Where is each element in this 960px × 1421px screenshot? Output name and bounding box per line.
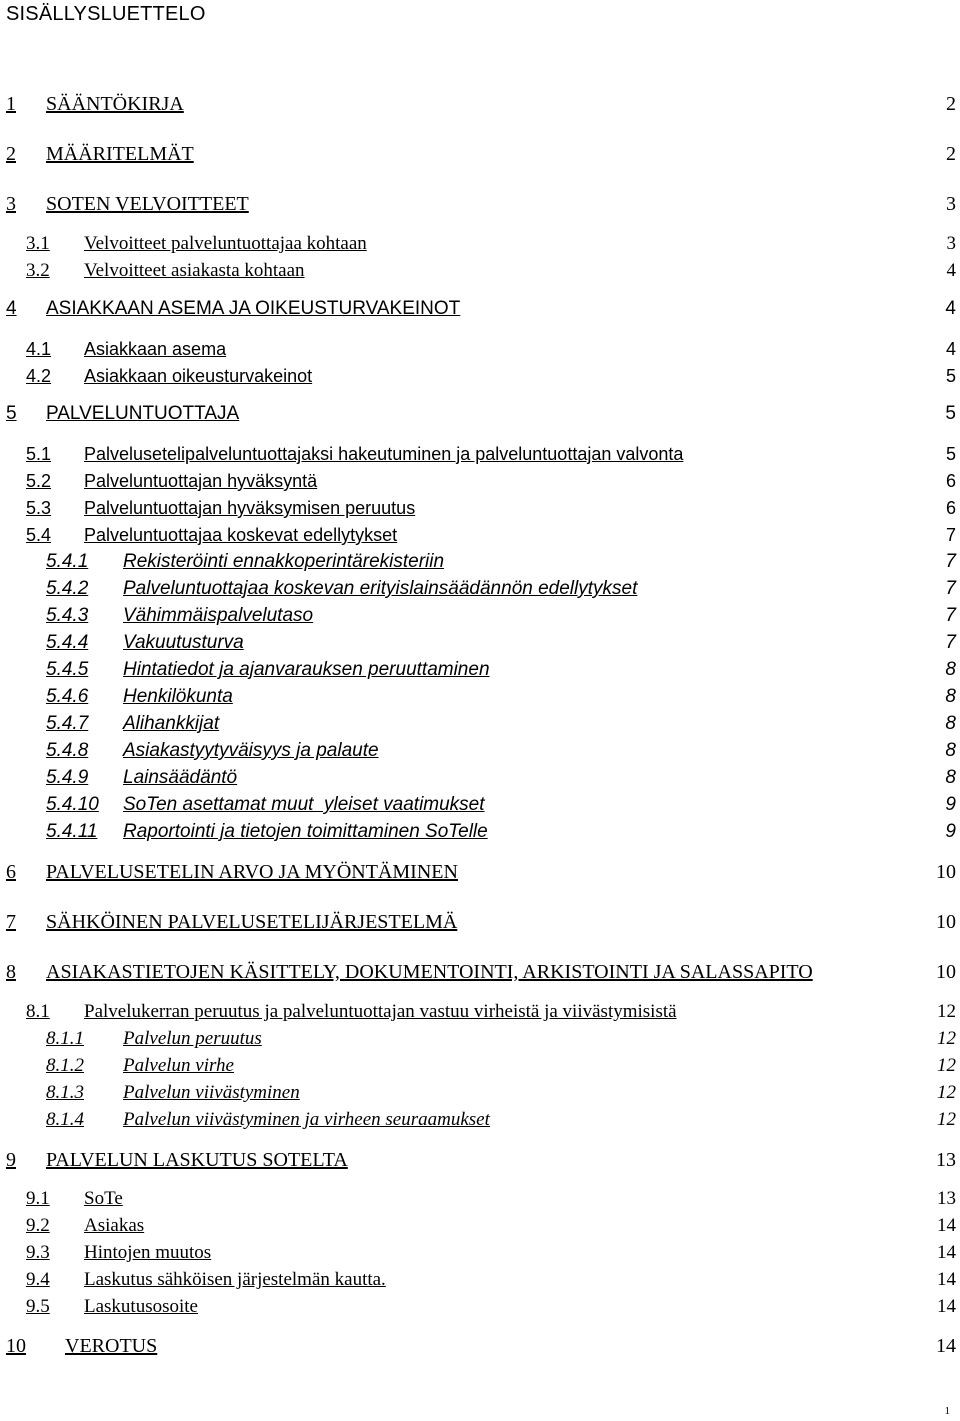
toc-entry-3-2[interactable] [0, 260, 960, 282]
toc-page-number: 14 [937, 1269, 956, 1290]
toc-page-number: 12 [937, 1055, 956, 1076]
page-title: SISÄLLYSLUETTELO [6, 3, 206, 25]
toc-title: Vakuutusturva [123, 632, 244, 653]
toc-number: 5.4.11 [46, 821, 98, 842]
toc-page-number: 4 [945, 339, 956, 359]
toc-title: Palvelun peruutus [123, 1028, 262, 1049]
toc-number: 4 [6, 298, 17, 319]
toc-entry-8-1-3[interactable] [0, 1082, 960, 1104]
toc-number: 5.4.10 [46, 794, 99, 815]
toc-title: Laskutus sähköisen järjestelmän kautta. [84, 1269, 386, 1290]
toc-entry-5-1[interactable] [0, 443, 960, 465]
toc-number: 5.3 [26, 498, 52, 518]
toc-entry-5-4-8[interactable] [0, 740, 960, 762]
toc-page-number: 7 [945, 632, 956, 653]
toc-title: Raportointi ja tietojen toimittaminen SoTelle [123, 821, 488, 842]
toc-number: 8 [6, 961, 16, 983]
toc-entry-5[interactable] [0, 401, 960, 427]
toc-page-number: 10 [936, 961, 956, 983]
toc-number: 5.4.7 [46, 713, 89, 734]
toc-page-number: 8 [945, 713, 956, 734]
toc-title: PALVELUSETELIN ARVO JA MYÖNTÄMINEN [46, 861, 458, 883]
toc-entry-3-1[interactable] [0, 233, 960, 255]
toc-number: 6 [6, 861, 16, 883]
toc-page-number: 6 [945, 498, 956, 518]
toc-entry-8-1-4[interactable] [0, 1109, 960, 1131]
toc-page-number: 6 [945, 471, 956, 491]
toc-entry-5-4-3[interactable] [0, 605, 960, 627]
toc-entry-5-4-10[interactable] [0, 794, 960, 816]
toc-page-number: 8 [945, 659, 956, 680]
toc-page-number: 9 [945, 794, 956, 815]
toc-number: 3 [6, 193, 16, 215]
toc-page-number: 3 [946, 193, 956, 215]
toc-title: SÄHKÖINEN PALVELUSETELIJÄRJESTELMÄ [46, 911, 458, 933]
toc-title: Rekisteröinti ennakkoperintärekisteriin [123, 551, 445, 572]
toc-page-number: 4 [945, 298, 956, 319]
toc-title: Palveluntuottajan hyväksyntä [84, 471, 318, 491]
toc-entry-4-2[interactable] [0, 365, 960, 387]
toc-title: Palvelun viivästyminen ja virheen seuraamukset [123, 1109, 490, 1130]
toc-number: 8.1.1 [46, 1028, 84, 1049]
toc-page-number: 12 [937, 1109, 956, 1130]
toc-number: 9.5 [26, 1296, 50, 1317]
toc-entry-5-4-2[interactable] [0, 578, 960, 600]
toc-number: 5.4.5 [46, 659, 89, 680]
toc-page-number: 4 [946, 260, 956, 281]
toc-page-number: 5 [945, 403, 956, 424]
toc-title: MÄÄRITELMÄT [46, 143, 194, 165]
toc-title: Asiakastyytyväisyys ja palaute [123, 740, 379, 761]
toc-title: Laskutusosoite [84, 1296, 198, 1317]
toc-page-number: 7 [945, 525, 956, 545]
toc-entry-5-4-7[interactable] [0, 713, 960, 735]
toc-page-number: 14 [936, 1335, 956, 1357]
toc-entry-5-4-5[interactable] [0, 659, 960, 681]
toc-entry-5-4-1[interactable] [0, 551, 960, 573]
toc-page-number: 14 [937, 1242, 956, 1263]
toc-page-number: 2 [946, 143, 956, 165]
toc-number: 5.4.1 [46, 551, 89, 572]
toc-title: Palveluntuottajaa koskevan erityislainsäädännön edellytykset [123, 578, 638, 599]
toc-number: 3.1 [26, 233, 50, 254]
toc-page-number: 8 [945, 686, 956, 707]
toc-number: 3.2 [26, 260, 50, 281]
toc-number: 8.1.3 [46, 1082, 84, 1103]
toc-number: 5.1 [26, 444, 52, 464]
toc-entry-6[interactable] [0, 859, 960, 885]
toc-number: 4.2 [26, 366, 52, 386]
toc-number: 5.4.6 [46, 686, 89, 707]
toc-page-number: 12 [937, 1082, 956, 1103]
toc-number: 5.4.4 [46, 632, 89, 653]
toc-page-number: 13 [936, 1149, 956, 1171]
toc-entry-4-1[interactable] [0, 338, 960, 360]
toc-number: 2 [6, 143, 16, 165]
toc-page-number: 7 [945, 578, 956, 599]
toc-entry-4[interactable] [0, 296, 960, 322]
toc-number: 9.1 [26, 1188, 50, 1209]
toc-entry-9-4[interactable] [0, 1269, 960, 1291]
toc-number: 8.1.2 [46, 1055, 84, 1076]
toc-title: Asiakkaan asema [84, 339, 227, 359]
toc-title: SoTen asettamat muut yleiset vaatimukset [123, 794, 485, 815]
toc-title: SOTEN VELVOITTEET [46, 193, 249, 215]
toc-title: Palvelun virhe [123, 1055, 234, 1076]
toc-number: 9.4 [26, 1269, 50, 1290]
toc-number: 8.1 [26, 1001, 50, 1022]
toc-title: Palvelun viivästyminen [123, 1082, 300, 1103]
toc-title: Asiakas [84, 1215, 145, 1236]
toc-title: Lainsäädäntö [123, 767, 238, 788]
toc-title: Hintatiedot ja ajanvarauksen peruuttaminen [123, 659, 490, 680]
toc-page-number: 12 [937, 1028, 956, 1049]
toc-entry-1[interactable] [0, 91, 960, 117]
toc-title: ASIAKASTIETOJEN KÄSITTELY, DOKUMENTOINTI, ARKISTOINTI JA SALASSAPITO [46, 961, 813, 983]
toc-title: Henkilökunta [123, 686, 233, 707]
toc-entry-2[interactable] [0, 141, 960, 167]
toc-page-number: 10 [936, 861, 956, 883]
page-number-footer: 1 [944, 1405, 950, 1417]
toc-number: 9 [6, 1149, 16, 1171]
toc-entry-9-3[interactable] [0, 1242, 960, 1264]
toc-number: 5.4.2 [46, 578, 89, 599]
toc-page-number: 12 [937, 1001, 956, 1022]
toc-page-number: 8 [945, 740, 956, 761]
toc-title: SoTe [84, 1188, 123, 1209]
toc-title: SÄÄNTÖKIRJA [46, 93, 184, 115]
toc-page-number: 7 [945, 551, 956, 572]
toc-entry-5-2[interactable] [0, 470, 960, 492]
toc-entry-5-4-9[interactable] [0, 767, 960, 789]
toc-title: Alihankkijat [123, 713, 220, 734]
toc-number: 9.3 [26, 1242, 50, 1263]
toc-title: Hintojen muutos [84, 1242, 212, 1263]
toc-entry-7[interactable] [0, 909, 960, 935]
toc-page-number: 2 [946, 93, 956, 115]
toc-number: 9.2 [26, 1215, 50, 1236]
toc-entry-10[interactable] [0, 1333, 960, 1359]
toc-title: Palvelukerran peruutus ja palveluntuottajan vastuu virheistä ja viivästymisistä [84, 1001, 677, 1022]
toc-page-number: 5 [945, 444, 956, 464]
toc-number: 5.4 [26, 525, 52, 545]
toc-entry-9-5[interactable] [0, 1296, 960, 1318]
toc-entry-5-4-11[interactable] [0, 821, 960, 843]
toc-number: 5.2 [26, 471, 52, 491]
toc-title: Velvoitteet palveluntuottajaa kohtaan [84, 233, 367, 254]
toc-page-number: 7 [945, 605, 956, 626]
toc-page-number: 5 [945, 366, 956, 386]
toc-entry-8-1-1[interactable] [0, 1028, 960, 1050]
toc-entry-9-1[interactable] [0, 1188, 960, 1210]
toc-page-number: 9 [945, 821, 956, 842]
toc-entry-5-3[interactable] [0, 497, 960, 519]
toc-number: 4.1 [26, 339, 52, 359]
toc-number: 10 [6, 1335, 26, 1357]
toc-entry-3[interactable] [0, 191, 960, 217]
toc-page-number: 3 [946, 233, 956, 254]
toc-entry-8-1[interactable] [0, 1001, 960, 1023]
toc-title: Asiakkaan oikeusturvakeinot [84, 366, 313, 386]
toc-entry-8[interactable] [0, 959, 960, 985]
toc-entry-5-4[interactable] [0, 524, 960, 546]
toc-title: PALVELUNTUOTTAJA [46, 403, 240, 424]
toc-title: Palveluntuottajan hyväksymisen peruutus [84, 498, 416, 518]
toc-number: 5.4.8 [46, 740, 89, 761]
toc-number: 7 [6, 911, 16, 933]
toc-page-number: 14 [937, 1215, 956, 1236]
toc-entry-9-2[interactable] [0, 1215, 960, 1237]
toc-entry-5-4-6[interactable] [0, 686, 960, 708]
toc-number: 5.4.3 [46, 605, 89, 626]
toc-entry-5-4-4[interactable] [0, 632, 960, 654]
toc-number: 5 [6, 403, 17, 424]
toc-entry-9[interactable] [0, 1147, 960, 1173]
toc-title: Palvelusetelipalveluntuottajaksi hakeutuminen ja palveluntuottajan valvonta [84, 444, 684, 464]
toc-page-number: 14 [937, 1296, 956, 1317]
toc-page-number: 8 [945, 767, 956, 788]
toc-title: Palveluntuottajaa koskevat edellytykset [84, 525, 398, 545]
toc-number: 5.4.9 [46, 767, 89, 788]
toc-page-number: 13 [937, 1188, 956, 1209]
toc-title: ASIAKKAAN ASEMA JA OIKEUSTURVAKEINOT [46, 298, 461, 319]
toc-title: PALVELUN LASKUTUS SOTELTA [46, 1149, 348, 1171]
toc-title: Velvoitteet asiakasta kohtaan [84, 260, 305, 281]
toc-title: Vähimmäispalvelutaso [123, 605, 314, 626]
toc-entry-8-1-2[interactable] [0, 1055, 960, 1077]
toc-number: 1 [6, 93, 16, 115]
toc-number: 8.1.4 [46, 1109, 84, 1130]
toc-page-number: 10 [936, 911, 956, 933]
toc-title: VEROTUS [65, 1335, 158, 1357]
